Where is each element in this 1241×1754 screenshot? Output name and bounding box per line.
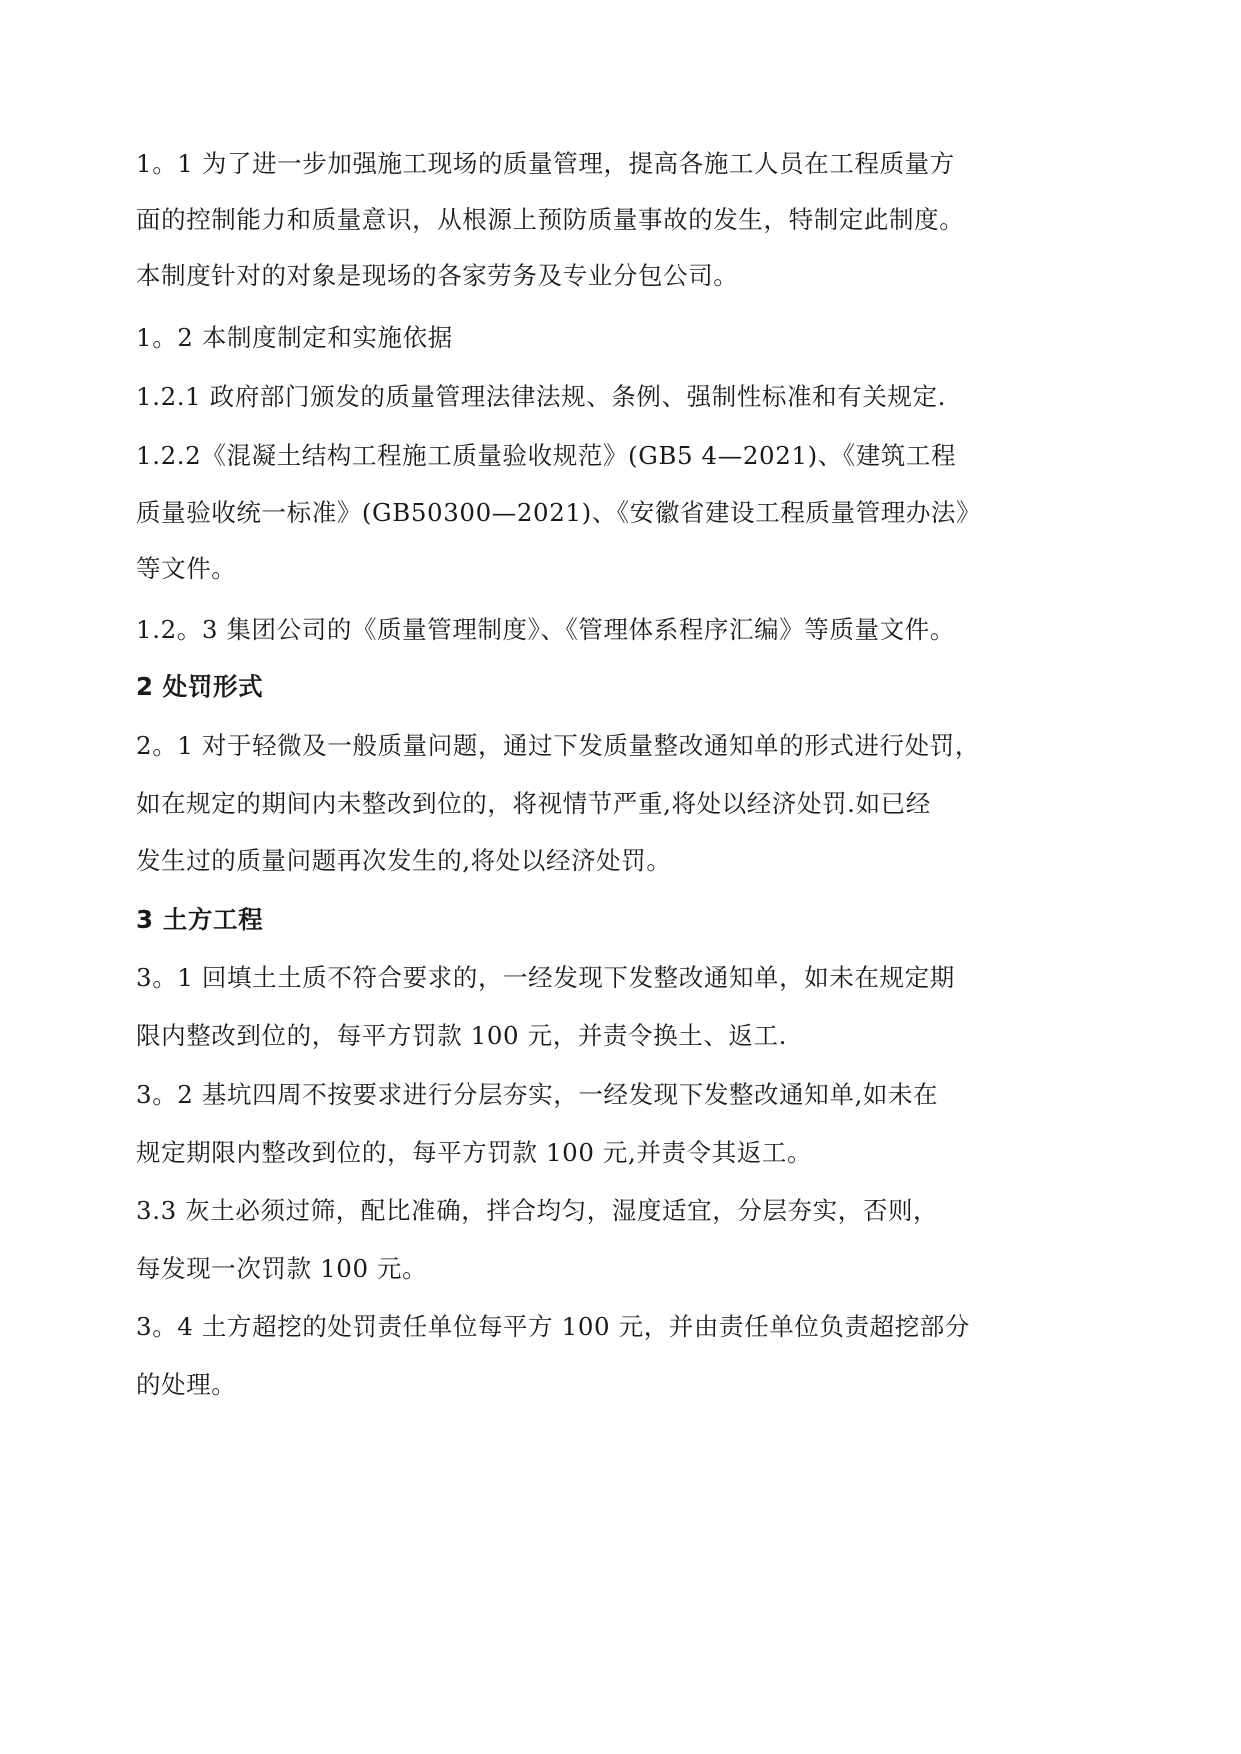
paragraph-3-1-line-2: 限内整改到位的，每平方罚款 100 元，并责令换土、返工. <box>136 1021 788 1050</box>
paragraph-1-2-2-line-2: 质量验收统一标准》(GB50300—2021)、《安徽省建设工程质量管理办法》 <box>136 498 982 527</box>
paragraph-3-2-line-2: 规定期限内整改到位的，每平方罚款 100 元,并责令其返工。 <box>136 1138 813 1167</box>
paragraph-3-1-line-1: 3。1 回填土土质不符合要求的，一经发现下发整改通知单，如未在规定期 <box>136 963 955 992</box>
section-heading-3: 3 土方工程 <box>136 905 264 934</box>
paragraph-1-2-2-line-3: 等文件。 <box>136 554 237 583</box>
paragraph-1-2: 1。2 本制度制定和实施依据 <box>136 323 453 352</box>
paragraph-2-1-line-2: 如在规定的期间内未整改到位的，将视情节严重,将处以经济处罚.如已经 <box>136 789 931 818</box>
paragraph-3-2-line-1: 3。2 基坑四周不按要求进行分层夯实，一经发现下发整改通知单,如未在 <box>136 1080 939 1109</box>
paragraph-2-1-line-1: 2。1 对于轻微及一般质量问题，通过下发质量整改通知单的形式进行处罚， <box>136 731 980 760</box>
paragraph-1-2-1: 1.2.1 政府部门颁发的质量管理法律法规、条例、强制性标准和有关规定. <box>136 382 947 411</box>
paragraph-2-1-line-3: 发生过的质量问题再次发生的,将处以经济处罚。 <box>136 846 672 875</box>
paragraph-3-3-line-1: 3.3 灰土必须过筛，配比准确，拌合均匀，湿度适宜，分层夯实，否则， <box>136 1196 939 1225</box>
paragraph-1-1-line-3: 本制度针对的对象是现场的各家劳务及专业分包公司。 <box>136 261 739 290</box>
paragraph-1-1-line-1: 1。1 为了进一步加强施工现场的质量管理，提高各施工人员在工程质量方 <box>136 149 955 178</box>
paragraph-1-2-3: 1.2。3 集团公司的《质量管理制度》、《管理体系程序汇编》等质量文件。 <box>136 615 955 644</box>
paragraph-3-4-line-2: 的处理。 <box>136 1370 237 1399</box>
section-heading-2: 2 处罚形式 <box>136 672 264 701</box>
paragraph-1-1-line-2: 面的控制能力和质量意识，从根源上预防质量事故的发生，特制定此制度。 <box>136 205 965 234</box>
paragraph-3-4-line-1: 3。4 土方超挖的处罚责任单位每平方 100 元，并由责任单位负责超挖部分 <box>136 1312 970 1341</box>
paragraph-3-3-line-2: 每发现一次罚款 100 元。 <box>136 1254 428 1283</box>
paragraph-1-2-2-line-1: 1.2.2《混凝土结构工程施工质量验收规范》(GB5 4—2021)、《建筑工程 <box>136 441 957 470</box>
